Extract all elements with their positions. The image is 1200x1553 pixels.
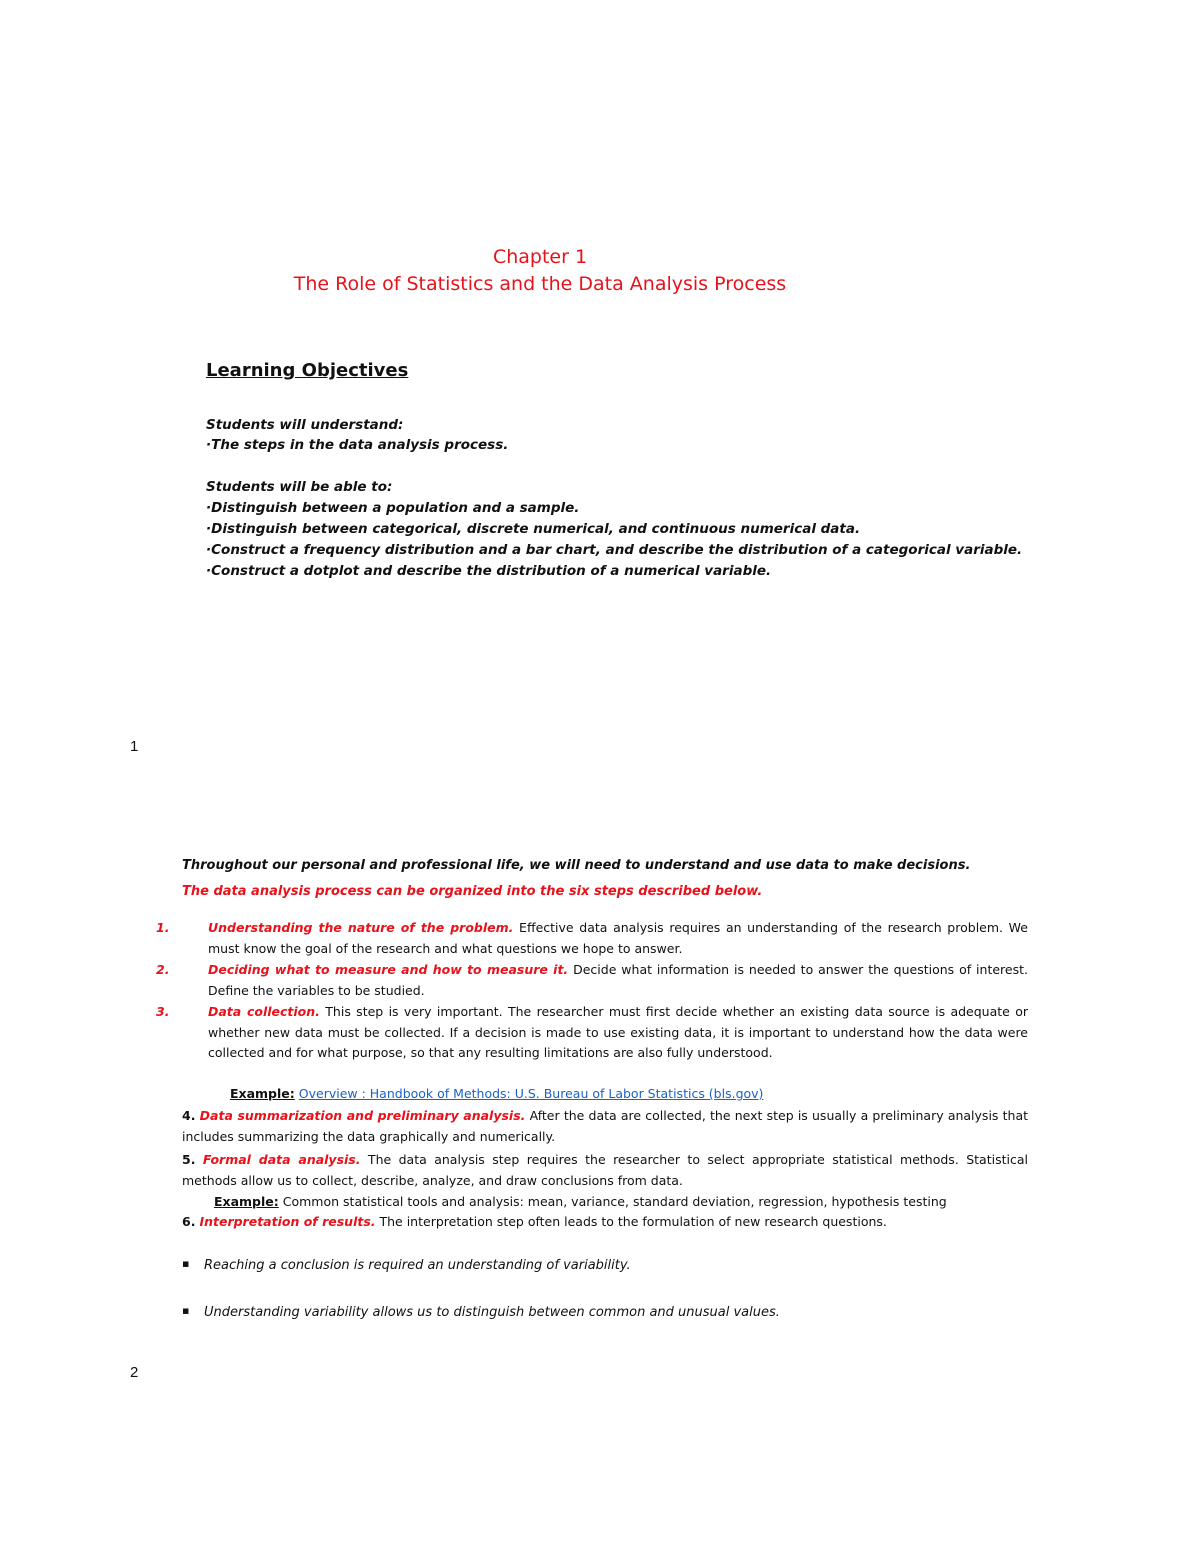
step-2: 2. Deciding what to measure and how to measure it. Decide what information is needed to answer the questions of interest. Define the variables to be studied.: [156, 962, 1028, 998]
bullet-icon: ▪: [182, 1257, 190, 1270]
able-item: ·Distinguish between a population and a sample.: [206, 500, 580, 516]
able-intro: Students will be able to:: [206, 479, 393, 495]
step-1: 1. Understanding the nature of the problem. Effective data analysis requires an understanding of the research problem. We must know the goal of the research and what questions we hope to answer.: [156, 920, 1028, 956]
able-item: ·Construct a frequency distribution and a bar chart, and describe the distribution of a categorical variable.: [206, 542, 1023, 558]
page-number: 2: [130, 1364, 139, 1381]
bullet-item: ▪ Reaching a conclusion is required an understanding of variability.: [182, 1257, 631, 1273]
bullet-icon: ▪: [182, 1304, 190, 1317]
understand-item: ·The steps in the data analysis process.: [206, 437, 509, 453]
able-item: ·Construct a dotplot and describe the distribution of a numerical variable.: [206, 563, 772, 579]
example-2: Example: Common statistical tools and analysis: mean, variance, standard deviation, regression, hypothesis testing: [214, 1194, 947, 1209]
step-4: 4. Data summarization and preliminary analysis. After the data are collected, the next step is usually a preliminary analysis that includes summarizing the data graphically and numerically.: [182, 1108, 1029, 1144]
example-1: Example: Overview : Handbook of Methods: U.S. Bureau of Labor Statistics (bls.gov): [230, 1086, 764, 1101]
learning-objectives-heading: Learning Objectives: [206, 360, 409, 381]
chapter-label: Chapter 1: [492, 246, 588, 268]
understand-intro: Students will understand:: [206, 417, 404, 433]
step-3: 3. Data collection. This step is very important. The researcher must first decide whether an existing data source is adequate or whether new data must be collected. If a decision is made to use existing data, it is important to understand how the data were collected and for what purpose, so that any resulting limitations are also fully understood.: [156, 1004, 1028, 1060]
step-6: 6. Interpretation of results. The interpretation step often leads to the formulation of new research questions.: [182, 1214, 887, 1229]
able-item: ·Distinguish between categorical, discrete numerical, and continuous numerical data.: [206, 521, 861, 537]
intro-text: Throughout our personal and professional life, we will need to understand and use data to make decisions.: [182, 858, 971, 873]
bls-handbook-link[interactable]: Overview : Handbook of Methods: U.S. Bureau of Labor Statistics (bls.gov): [298, 1086, 764, 1101]
page-number: 1: [130, 738, 139, 755]
process-heading: The data analysis process can be organized into the six steps described below.: [182, 884, 763, 899]
chapter-title: The Role of Statistics and the Data Analysis Process: [293, 273, 787, 295]
bullet-item: ▪ Understanding variability allows us to distinguish between common and unusual values.: [182, 1304, 780, 1320]
step-5: 5. Formal data analysis. The data analysis step requires the researcher to select appropriate statistical methods. Statistical methods allow us to collect, describe, analyze, and draw conclusions from data.: [182, 1152, 1028, 1188]
